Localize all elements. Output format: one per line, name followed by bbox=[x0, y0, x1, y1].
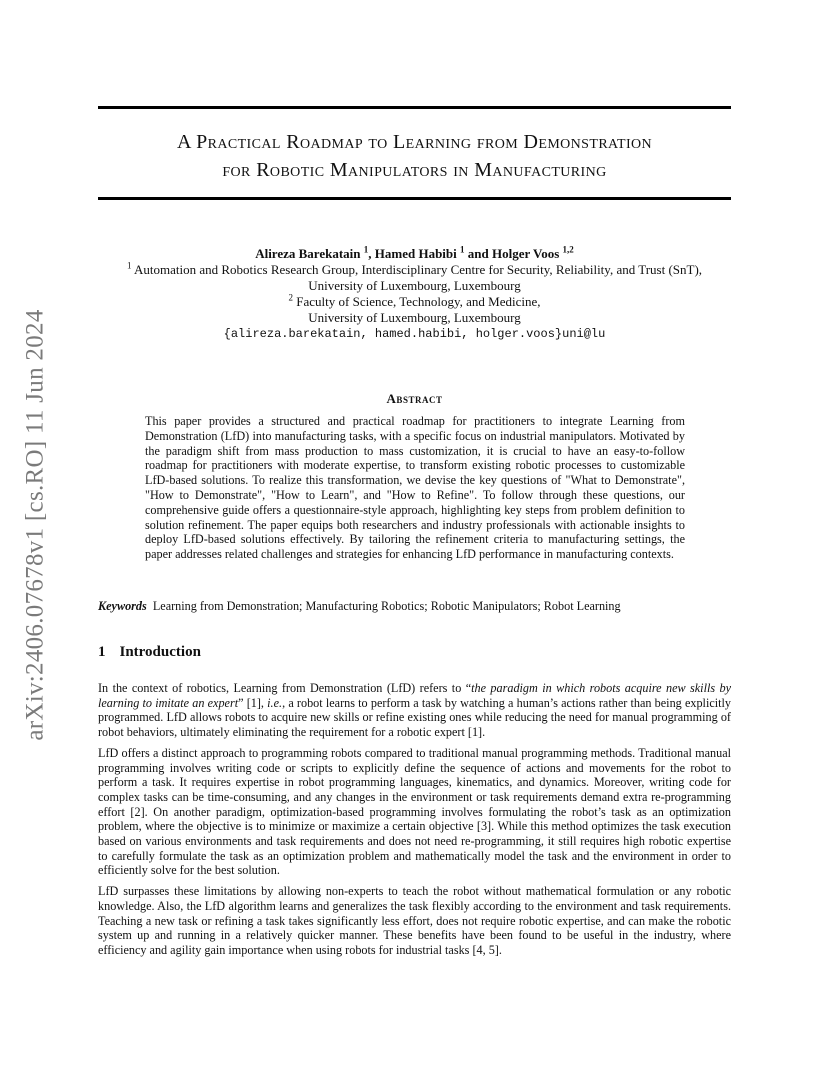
keywords-text: Learning from Demonstration; Manufacturing Robotics; Robotic Manipulators; Robot Learning bbox=[152, 599, 621, 613]
author-2: Hamed Habibi bbox=[374, 246, 457, 261]
paragraph-1-part-c: , a robot learns to perform a task by watching a human’s actions rather than being explicitly programmed. LfD allows robots to acquire new skills or refine existing ones while reducing the need for manual programming of robot behaviors, ultimately eliminating the requirement for a robotic expert [1]. bbox=[98, 695, 731, 740]
author-emails: {alireza.barekatain, hamed.habibi, holger.voos}uni@lu bbox=[223, 327, 606, 341]
title-rule-bottom bbox=[98, 197, 731, 200]
paper-title bbox=[98, 128, 731, 184]
paragraph-1-part-a: In the context of robotics, Learning from Demonstration (LfD) refers to “ bbox=[98, 681, 472, 695]
paper-title-line-2: for Robotic Manipulators in Manufacturing bbox=[222, 159, 607, 181]
section-title: Introduction bbox=[119, 644, 201, 660]
paper-title-line-1: A Practical Roadmap to Learning from Demonstration bbox=[176, 131, 653, 153]
arxiv-stamp-text: arXiv:2406.07678v1 [cs.RO] 11 Jun 2024 bbox=[22, 309, 49, 741]
affiliation-1-line-2: University of Luxembourg, Luxembourg bbox=[308, 278, 521, 293]
section-number: 1 bbox=[98, 644, 106, 660]
author-1: Alireza Barekatain bbox=[255, 246, 361, 261]
affiliation-2 bbox=[98, 294, 731, 310]
keywords-label: Keywords bbox=[98, 599, 147, 613]
keywords bbox=[98, 599, 731, 614]
author-1-affiliation: 1 bbox=[363, 244, 369, 255]
author-names bbox=[98, 246, 731, 262]
affiliation-1-line-1: Automation and Robotics Research Group, Interdisciplinary Centre for Security, Reliability, and Trust (SnT), bbox=[134, 262, 703, 277]
author-3-affiliation: 1,2 bbox=[562, 244, 574, 255]
paragraph-2: LfD offers a distinct approach to programming robots compared to traditional manual programming methods. Traditional manual programming involves writing code or scripts to explicitly define the sequence of actions and movements for the robot to perform a task. It requires expertise in robot programming languages, kinematics, and dynamics. Moreover, writing code for complex tasks can be time-consuming, and any changes in the environment or task requirements demand extra re-programming effort [2]. On another paradigm, optimization-based programming involves formulating the robot’s task as an optimization problem, where the objective is to minimize or maximize a certain objective [3]. While this method optimizes the task execution based on various environments and task requirements and does not need re-programming, it still requires high robotic expertise to carefully formulate the task as an optimization problem and mathematically model the task and the environment in order to efficiently solve for the best solution. bbox=[98, 745, 731, 878]
paragraph-1-ie: i.e. bbox=[267, 695, 283, 710]
paragraph-3: LfD surpasses these limitations by allowing non-experts to teach the robot without mathematical formulation or any robotic knowledge. Also, the LfD algorithm learns and generalizes the task flexibly according to the environment and task requirements. Teaching a new task or refining a task takes significantly less effort, does not require robotic expertise, and can make the robotic system up and running in a relatively quicker manner. These benefits have been found to be useful in the industry, where efficiency and agility gain importance when using robots for industrial tasks [4, 5]. bbox=[98, 884, 731, 957]
abstract-text: This paper provides a structured and practical roadmap for practitioners to integrate Learning from Demonstration (LfD) into manufacturing tasks, with a specific focus on industrial manipulators. Motivated by the paradigm shift from mass production to mass customization, it is crucial to have an easy-to-follow roadmap for practitioners with moderate expertise, to transform existing robotic processes to customizable LfD-based solutions. To realize this transformation, we devise the key questions of "What to Demonstrate", "How to Demonstrate", "How to Learn", and "How to Refine". To follow through these questions, our comprehensive guide offers a questionnaire-style approach, highlighting key steps from problem definition to solution refinement. The paper equips both researchers and industry professionals with actionable insights to deploy LfD-based solutions effectively. By tailoring the refinement criteria to manufacturing settings, the paper addresses related challenges and strategies for enhancing LfD performance in manufacturing contexts. bbox=[145, 414, 685, 562]
introduction-body bbox=[98, 681, 731, 964]
section-heading-introduction bbox=[98, 644, 201, 661]
affiliation-2-marker: 2 bbox=[288, 292, 294, 303]
paragraph-1-quote: the paradigm in which robots acquire new skills by learning to imitate an expert bbox=[98, 681, 731, 710]
affiliation-2-line-1: Faculty of Science, Technology, and Medicine, bbox=[296, 294, 541, 309]
abstract-heading: Abstract bbox=[386, 391, 443, 406]
paragraph-1 bbox=[98, 681, 731, 740]
affiliation-1-marker: 1 bbox=[126, 260, 132, 271]
author-2-affiliation: 1 bbox=[460, 244, 465, 255]
affiliation-2-line-2: University of Luxembourg, Luxembourg bbox=[308, 310, 521, 325]
author-separator: and bbox=[464, 246, 492, 261]
author-block bbox=[98, 246, 731, 342]
paragraph-1-part-b: ” [1], bbox=[238, 695, 268, 710]
affiliation-1 bbox=[98, 262, 731, 278]
author-separator: , bbox=[368, 246, 375, 261]
title-rule-top bbox=[98, 106, 731, 109]
author-3: Holger Voos bbox=[491, 246, 560, 261]
arxiv-stamp bbox=[18, 290, 54, 760]
